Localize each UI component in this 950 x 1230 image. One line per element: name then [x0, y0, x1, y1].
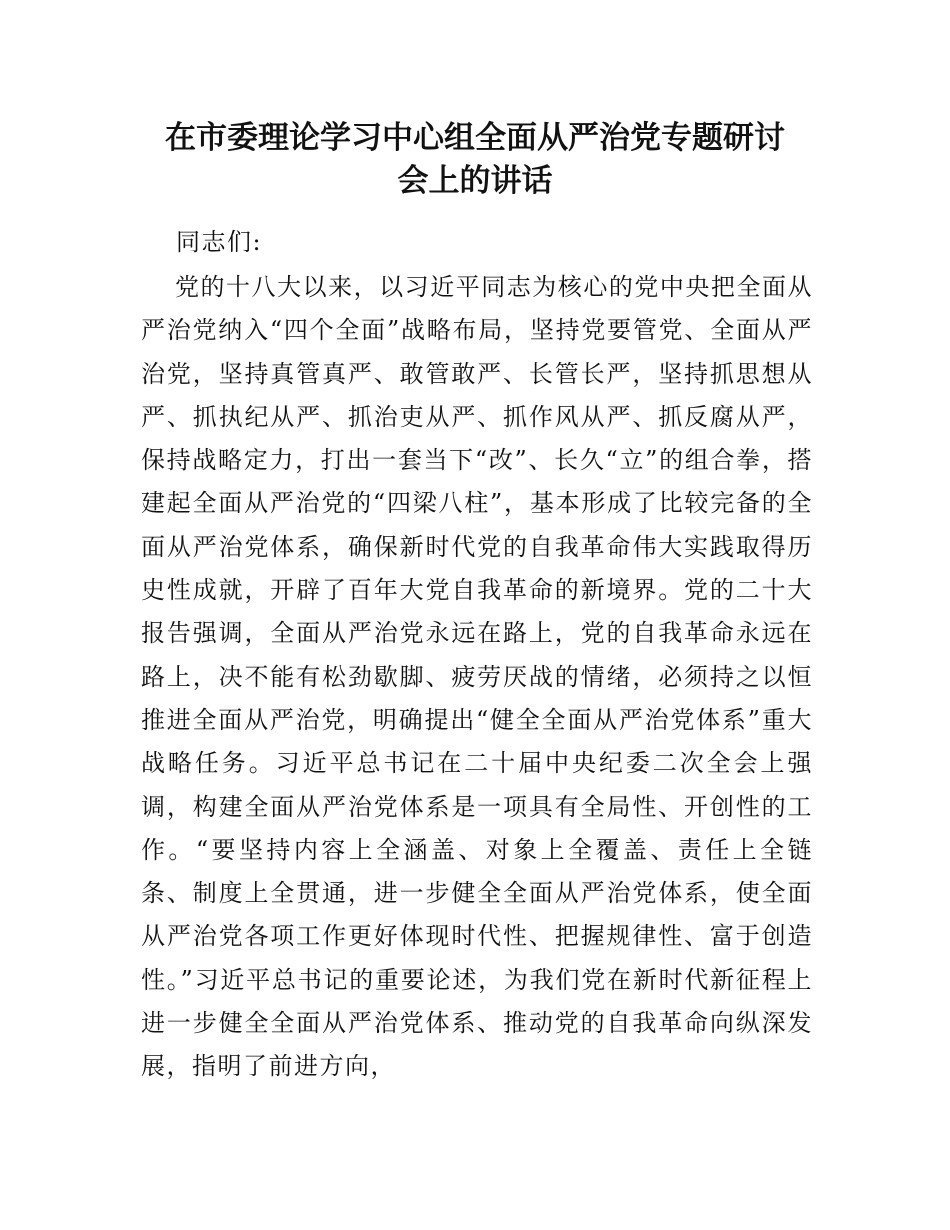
salutation: 同志们:	[176, 228, 263, 256]
document-title-line-1: 在市委理论学习中心组全面从严治党专题研讨	[165, 120, 785, 156]
body-paragraph: 党的十八大以来，以习近平同志为核心的党中央把全面从严治党纳入“四个全面”战略布局，坚持党要管党、全面从严治党，坚持真管真严、敢管敢严、长管长严，坚持抓思想从严、抓执纪从严、抓治吏从严、抓作风从严、抓反腐从严，保持战略定力，打出一套当下“改”、长久“立”的组合拳，搭建起全面从严治党的“四梁八柱”，基本形成了比较完备的全面从严治党体系，确保新时代党的自我革命伟大实践取得历史性成就，开辟了百年大党自我革命的新境界。党的二十大报告强调，全面从严治党永远在路上，党的自我革命永远在路上，决不能有松劲歇脚、疲劳厌战的情绪，必须持之以恒推进全面从严治党，明确提出“健全全面从严治党体系”重大战略任务。习近平总书记在二十届中央纪委二次全会上强调，构建全面从严治党体系是一项具有全局性、开创性的工作。“要坚持内容上全涵盖、对象上全覆盖、责任上全链条、制度上全贯通，进一步健全全面从严治党体系，使全面从严治党各项工作更好体现时代性、把握规律性、富于创造性。”习近平总书记的重要论述，为我们党在新时代新征程上进一步健全全面从严治党体系、推动党的自我革命向纵深发展，指明了前进方向，	[141, 273, 813, 1081]
document-title-line-2: 会上的讲话	[397, 163, 553, 199]
